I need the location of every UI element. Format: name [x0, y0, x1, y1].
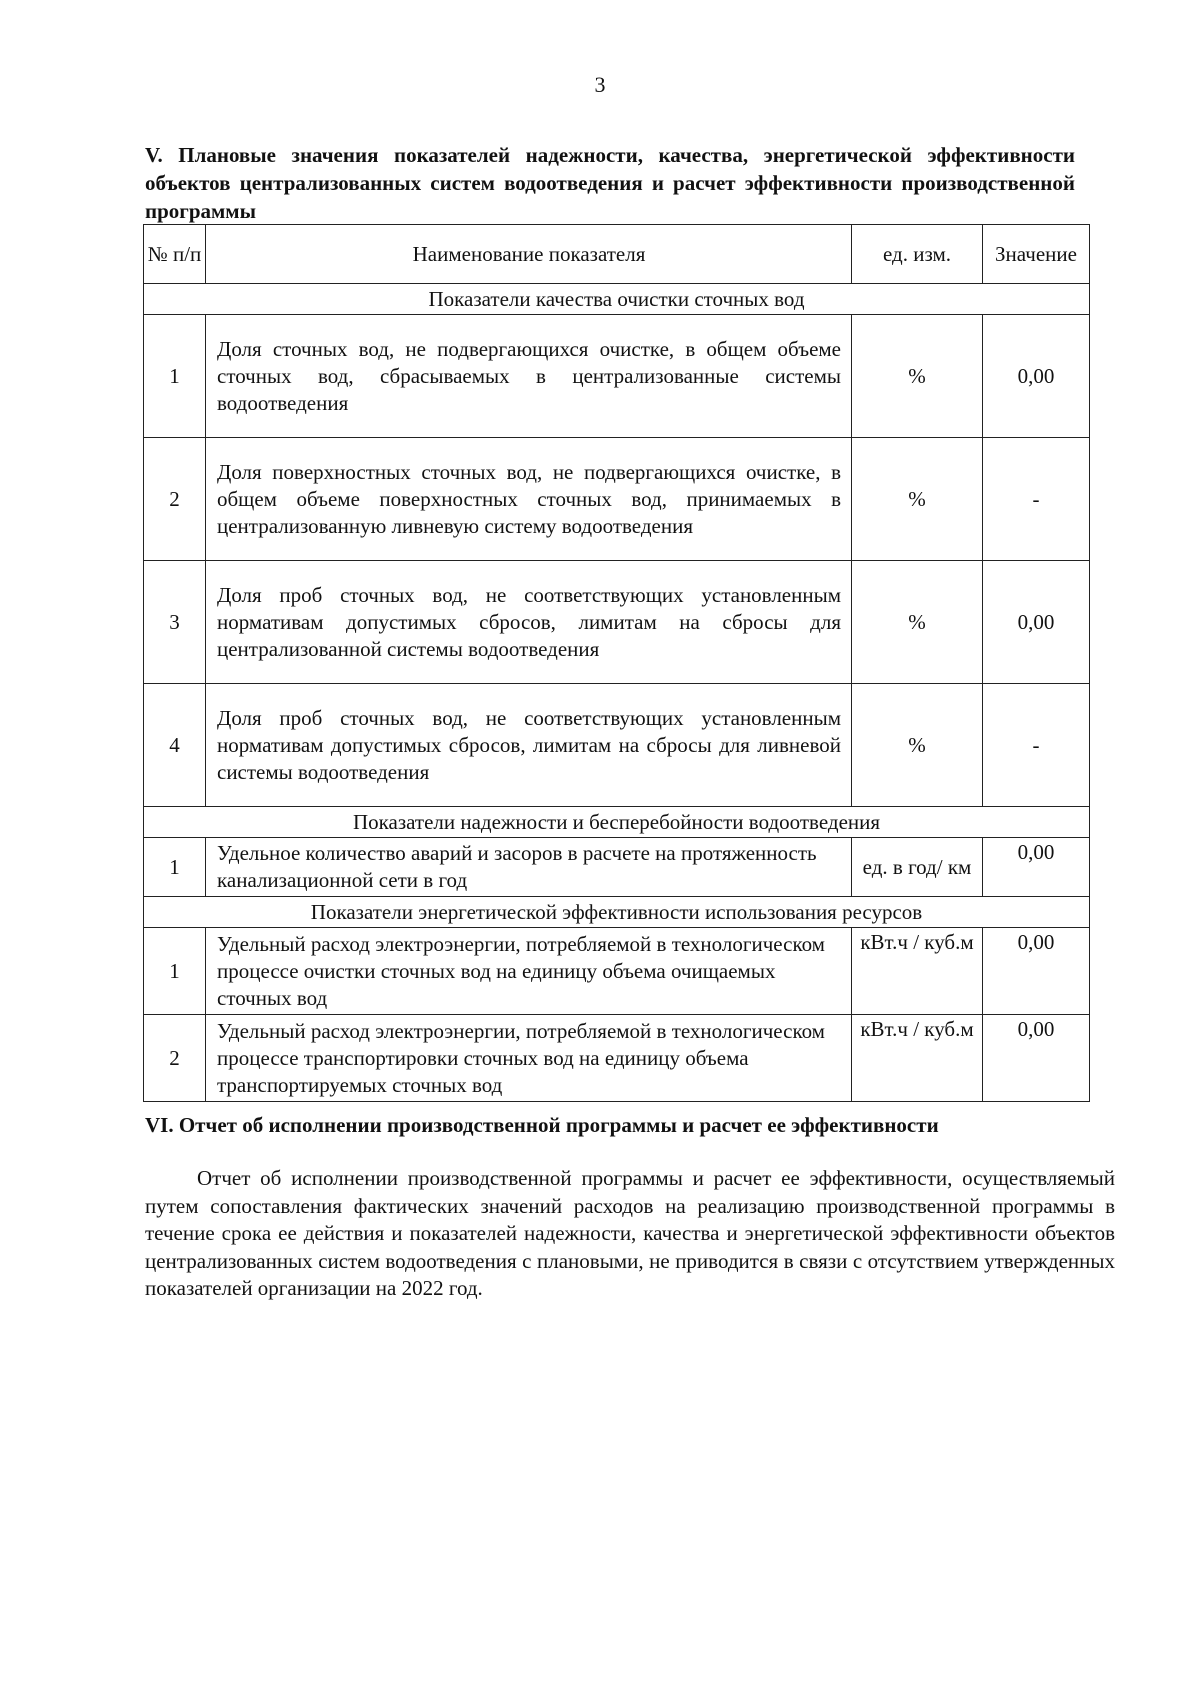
group-row-reliability	[144, 807, 1090, 838]
table-row	[144, 315, 1090, 438]
group-title: Показатели надежности и бесперебойности водоотведения	[144, 807, 1090, 838]
row-name: Доля поверхностных сточных вод, не подвергающихся очистке, в общем объеме поверхностных сточных вод, принимаемых в централизованную ливневую систему водоотведения	[206, 438, 852, 561]
row-num: 2	[144, 438, 206, 561]
page-number: 3	[594, 72, 606, 97]
section-vi-title: VI. Отчет об исполнении производственной программы и расчет ее эффективности	[145, 1113, 939, 1137]
row-unit: кВт.ч / куб.м	[852, 928, 983, 1015]
section-v-title: V. Плановые значения показателей надежности, качества, энергетической эффективности объектов централизованных систем водоотведения и расчет эффективности производственной программы	[145, 143, 1075, 223]
header-name: Наименование показателя	[206, 225, 852, 284]
row-name: Доля сточных вод, не подвергающихся очистке, в общем объеме сточных вод, сбрасываемых в централизованные системы водоотведения	[206, 315, 852, 438]
group-title: Показатели качества очистки сточных вод	[144, 284, 1090, 315]
row-name: Доля проб сточных вод, не соответствующих установленным нормативам допустимых сбросов, лимитам на сбросы для централизованной системы водоотведения	[206, 561, 852, 684]
row-name: Доля проб сточных вод, не соответствующих установленным нормативам допустимых сбросов, лимитам на сбросы для ливневой системы водоотведения	[206, 684, 852, 807]
row-value: -	[983, 684, 1090, 807]
row-unit: %	[852, 315, 983, 438]
row-unit: %	[852, 684, 983, 807]
group-title: Показатели энергетической эффективности использования ресурсов	[144, 897, 1090, 928]
section-vi-paragraph: Отчет об исполнении производственной программы и расчет ее эффективности, осуществляемый путем сопоставления фактических значений расходов на реализацию производственной программы в течение срока ее действия и показателей надежности, качества и энергетической эффективности объектов централизованных систем водоотведения с плановыми, не приводится в связи с отсутствием утвержденных показателей организации на 2022 год.	[145, 1166, 1115, 1301]
row-value: -	[983, 438, 1090, 561]
row-num: 1	[144, 838, 206, 897]
row-name: Удельный расход электроэнергии, потребляемой в технологическом процессе очистки сточных вод на единицу объема очищаемых сточных вод	[206, 928, 852, 1015]
indicators-table	[143, 224, 1090, 1102]
row-name: Удельное количество аварий и засоров в расчете на протяженность канализационной сети в год	[206, 838, 852, 897]
group-row-quality	[144, 284, 1090, 315]
table-row	[144, 928, 1090, 1015]
row-name: Удельный расход электроэнергии, потребляемой в технологическом процессе транспортировки сточных вод на единицу объема транспортируемых сточных вод	[206, 1015, 852, 1102]
table-header-row	[144, 225, 1090, 284]
table-row	[144, 838, 1090, 897]
row-unit: %	[852, 561, 983, 684]
row-num: 3	[144, 561, 206, 684]
row-value: 0,00	[983, 928, 1090, 1015]
row-value: 0,00	[983, 1015, 1090, 1102]
row-value: 0,00	[983, 838, 1090, 897]
row-unit: ед. в год/ км	[852, 838, 983, 897]
header-unit: ед. изм.	[852, 225, 983, 284]
row-num: 1	[144, 928, 206, 1015]
row-num: 1	[144, 315, 206, 438]
row-num: 2	[144, 1015, 206, 1102]
row-value: 0,00	[983, 315, 1090, 438]
row-value: 0,00	[983, 561, 1090, 684]
table-row	[144, 561, 1090, 684]
group-row-energy	[144, 897, 1090, 928]
row-unit: %	[852, 438, 983, 561]
table-row	[144, 684, 1090, 807]
row-num: 4	[144, 684, 206, 807]
table-row	[144, 438, 1090, 561]
header-value: Значение	[983, 225, 1090, 284]
table-row	[144, 1015, 1090, 1102]
row-unit: кВт.ч / куб.м	[852, 1015, 983, 1102]
header-num: № п/п	[144, 225, 206, 284]
